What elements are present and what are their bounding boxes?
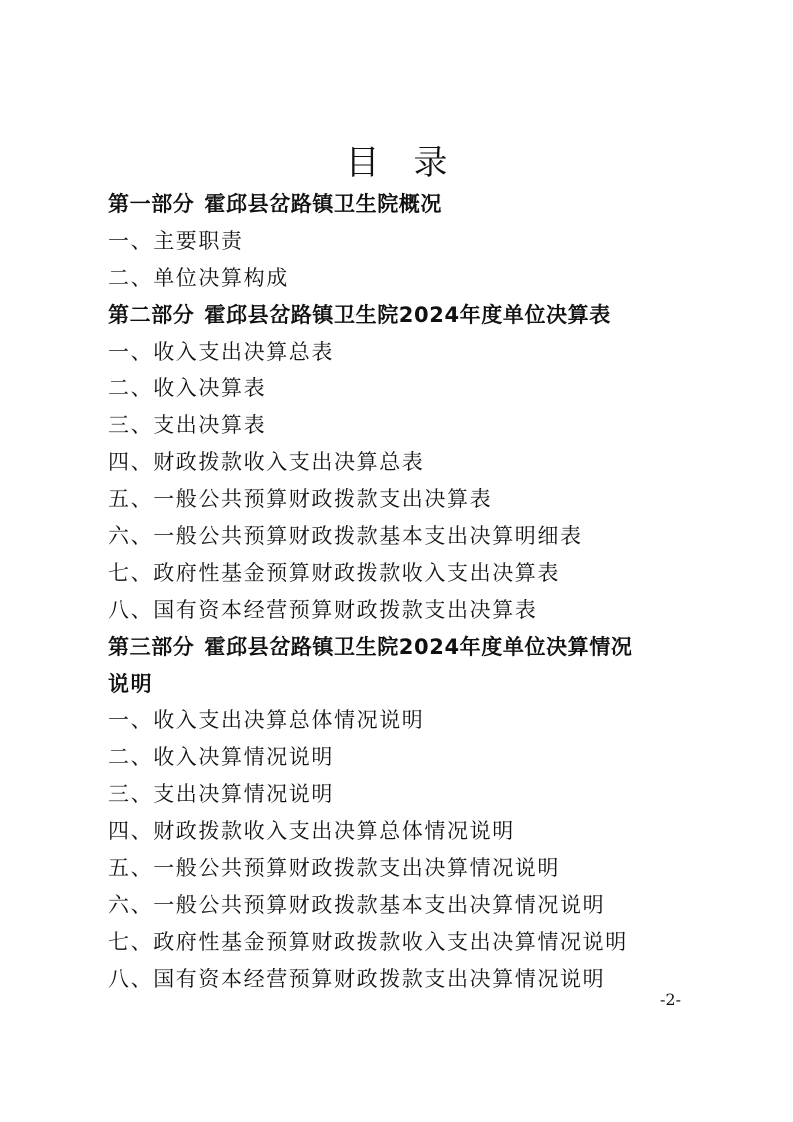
- toc-item: 四、财政拨款收入支出决算总体情况说明: [108, 819, 515, 844]
- toc-item: 六、一般公共预算财政拨款基本支出决算明细表: [108, 524, 583, 549]
- toc-item: 三、支出决算表: [108, 413, 267, 438]
- section-prefix: 第三部分: [108, 634, 195, 659]
- toc-item: 六、一般公共预算财政拨款基本支出决算情况说明: [108, 892, 606, 917]
- toc-item: 五、一般公共预算财政拨款支出决算情况说明: [108, 856, 560, 881]
- section-prefix: 第二部分: [108, 302, 195, 327]
- toc-item: 二、单位决算构成: [108, 265, 289, 290]
- section-heading-continuation: 说明: [108, 671, 154, 696]
- toc-item: 七、政府性基金预算财政拨款收入支出决算情况说明: [108, 929, 628, 954]
- section-title: 霍邱县岔路镇卫生院概况: [204, 192, 443, 216]
- page-number: -2-: [660, 990, 681, 1009]
- toc-item: 八、国有资本经营预算财政拨款支出决算情况说明: [108, 966, 606, 991]
- section-prefix: 第一部分: [108, 192, 195, 216]
- table-of-contents: [108, 186, 708, 998]
- toc-item: 二、收入决算表: [108, 376, 267, 401]
- section-title: 霍邱县岔路镇卫生院2024年度单位决算表: [204, 302, 611, 327]
- toc-item: 七、政府性基金预算财政拨款收入支出决算表: [108, 560, 560, 585]
- section-heading: [108, 297, 708, 334]
- section-heading: [108, 629, 708, 666]
- section-heading: [108, 186, 708, 223]
- toc-item: 三、支出决算情况说明: [108, 782, 334, 807]
- section-title: 霍邱县岔路镇卫生院2024年度单位决算情况: [204, 634, 633, 659]
- toc-item: 五、一般公共预算财政拨款支出决算表: [108, 487, 493, 512]
- toc-item: 四、财政拨款收入支出决算总表: [108, 450, 425, 475]
- toc-item: 二、收入决算情况说明: [108, 745, 334, 770]
- toc-item: 一、主要职责: [108, 228, 244, 253]
- toc-item: 一、收入支出决算总表: [108, 339, 334, 364]
- page-title: 目录: [345, 143, 482, 183]
- toc-item: 一、收入支出决算总体情况说明: [108, 708, 425, 733]
- toc-item: 八、国有资本经营预算财政拨款支出决算表: [108, 597, 538, 622]
